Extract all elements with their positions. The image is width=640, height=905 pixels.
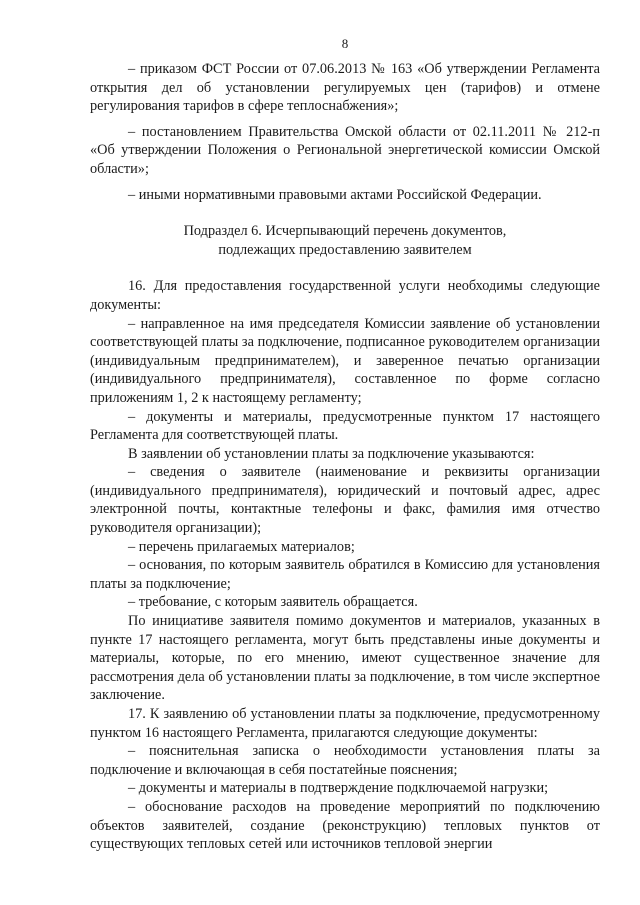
document-body (90, 60, 600, 854)
paragraph: – документы и материалы в подтверждение подключаемой нагрузки; (128, 780, 549, 797)
paragraph: – перечень прилагаемых материалов; (128, 538, 355, 555)
paragraph: – требование, с которым заявитель обращается. (128, 594, 418, 611)
paragraph: – пояснительная записка о необходимости установления платы за подключение и включающая в себя постатейные пояснения; (90, 743, 600, 778)
paragraph: – направленное на имя председателя Комиссии заявление об установлении соответствующей платы за подключение, подписанное руководителем организации (индивидуальным предпринимателем), и заверенное печатью организации (индивидуального предпринимателя), составленное по форме согласно приложениям 1, 2 к настоящему регламенту; (90, 315, 600, 406)
page-number: 8 (341, 36, 349, 51)
section-heading-line-1: Подраздел 6. Исчерпывающий перечень документов, (183, 223, 507, 240)
section-heading-line-2: подлежащих предоставлению заявителем (218, 241, 472, 258)
paragraph: – приказом ФСТ России от 07.06.2013 № 163 «Об утверждении Регламента открытия дел об установлении регулируемых цен (тарифов) и отмене регулирования тарифов в сфере теплоснабжения»; (90, 61, 600, 115)
paragraph: – иными нормативными правовыми актами Российской Федерации. (128, 186, 542, 203)
paragraph: – документы и материалы, предусмотренные пунктом 17 настоящего Регламента для соответствующей платы. (90, 408, 600, 444)
paragraph: – обоснование расходов на проведение мероприятий по подключению объектов заявителей, создание (реконструкцию) тепловых пунктов от существующих тепловых сетей или источников тепловой энергии (90, 798, 600, 853)
paragraph: – сведения о заявителе (наименование и реквизиты организации (индивидуального предпринимателя), юридический и почтовый адрес, адрес электронной почты, контактные телефоны и факс, фамилия имя отчество руководителя организации); (90, 464, 600, 537)
paragraph: По инициативе заявителя помимо документов и материалов, указанных в пункте 17 настоящего регламента, могут быть представлены иные документы и материалы, которые, по его мнению, имеют существенное значение для рассмотрения дела об установлении платы за подключение, в том числе экспертное заключение. (90, 613, 600, 704)
paragraph: 17. К заявлению об установлении платы за подключение, предусмотренному пунктом 16 настоящего Регламента, прилагаются следующие документы: (90, 706, 600, 741)
document-page (90, 0, 600, 905)
paragraph: В заявлении об установлении платы за подключение указываются: (128, 445, 535, 462)
paragraph: 16. Для предоставления государственной услуги необходимы следующие документы: (90, 278, 600, 313)
section-heading (90, 222, 600, 259)
paragraph: – основания, по которым заявитель обратился в Комиссию для установления платы за подключение; (90, 557, 600, 592)
paragraph: – постановлением Правительства Омской области от 02.11.2011 № 212-п «Об утверждении Положения о Региональной энергетической комиссии Омской области»; (90, 123, 600, 177)
